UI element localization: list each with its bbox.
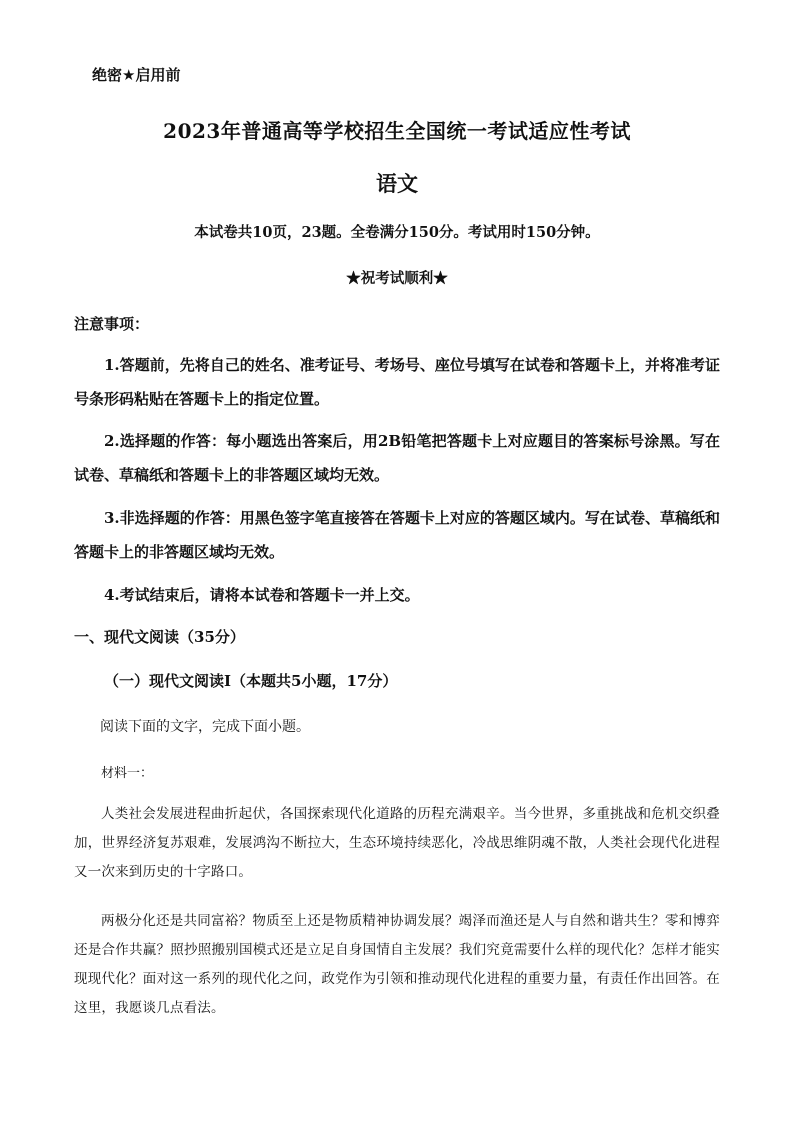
note-item: 1.答题前，先将自己的姓名、准考证号、考场号、座位号填写在试卷和答题卡上，并将准考证号条形码粘贴在答题卡上的指定位置。 — [74, 356, 720, 408]
exam-title: 2023年普通高等学校招生全国统一考试适应性考试 — [163, 119, 631, 143]
notes-heading: 注意事项： — [74, 315, 150, 333]
note-item: 4.考试结束后，请将本试卷和答题卡一并上交。 — [104, 586, 420, 604]
material-label: 材料一： — [101, 766, 154, 781]
section-heading: 一、现代文阅读（35分） — [74, 628, 245, 646]
subsection-heading: （一）现代文阅读Ⅰ（本题共5小题，17分） — [104, 672, 398, 690]
subject-title: 语文 — [376, 171, 418, 196]
secret-mark: 绝密★启用前 — [92, 66, 181, 84]
reading-instruction: 阅读下面的文字，完成下面小题。 — [100, 719, 310, 735]
material-paragraph: 两极分化还是共同富裕？物质至上还是物质精神协调发展？竭泽而渔还是人与自然和谐共生？零和博弈还是合作共赢？照抄照搬别国模式还是立足自身国情自主发展？我们究竟需要什么样的现代化？怎样才能实现现代化？面对这一系列的现代化之问，政党作为引领和推动现代化进程的重要力量，有责任作出回答。在这里，我愿谈几点看法。 — [74, 913, 720, 1016]
good-luck-line: ★祝考试顺利★ — [346, 270, 448, 287]
note-item: 2.选择题的作答：每小题选出答案后，用2B铅笔把答题卡上对应题目的答案标号涂黑。写在试卷、草稿纸和答题卡上的非答题区域均无效。 — [74, 432, 720, 484]
exam-info: 本试卷共10页，23题。全卷满分150分。考试用时150分钟。 — [194, 224, 600, 241]
note-item: 3.非选择题的作答：用黑色签字笔直接答在答题卡上对应的答题区域内。写在试卷、草稿纸和答题卡上的非答题区域均无效。 — [74, 509, 720, 561]
material-paragraph: 人类社会发展进程曲折起伏，各国探索现代化道路的历程充满艰辛。当今世界，多重挑战和危机交织叠加，世界经济复苏艰难，发展鸿沟不断拉大，生态环境持续恶化，冷战思维阴魂不散，人类社会现代化进程又一次来到历史的十字路口。 — [74, 806, 720, 880]
